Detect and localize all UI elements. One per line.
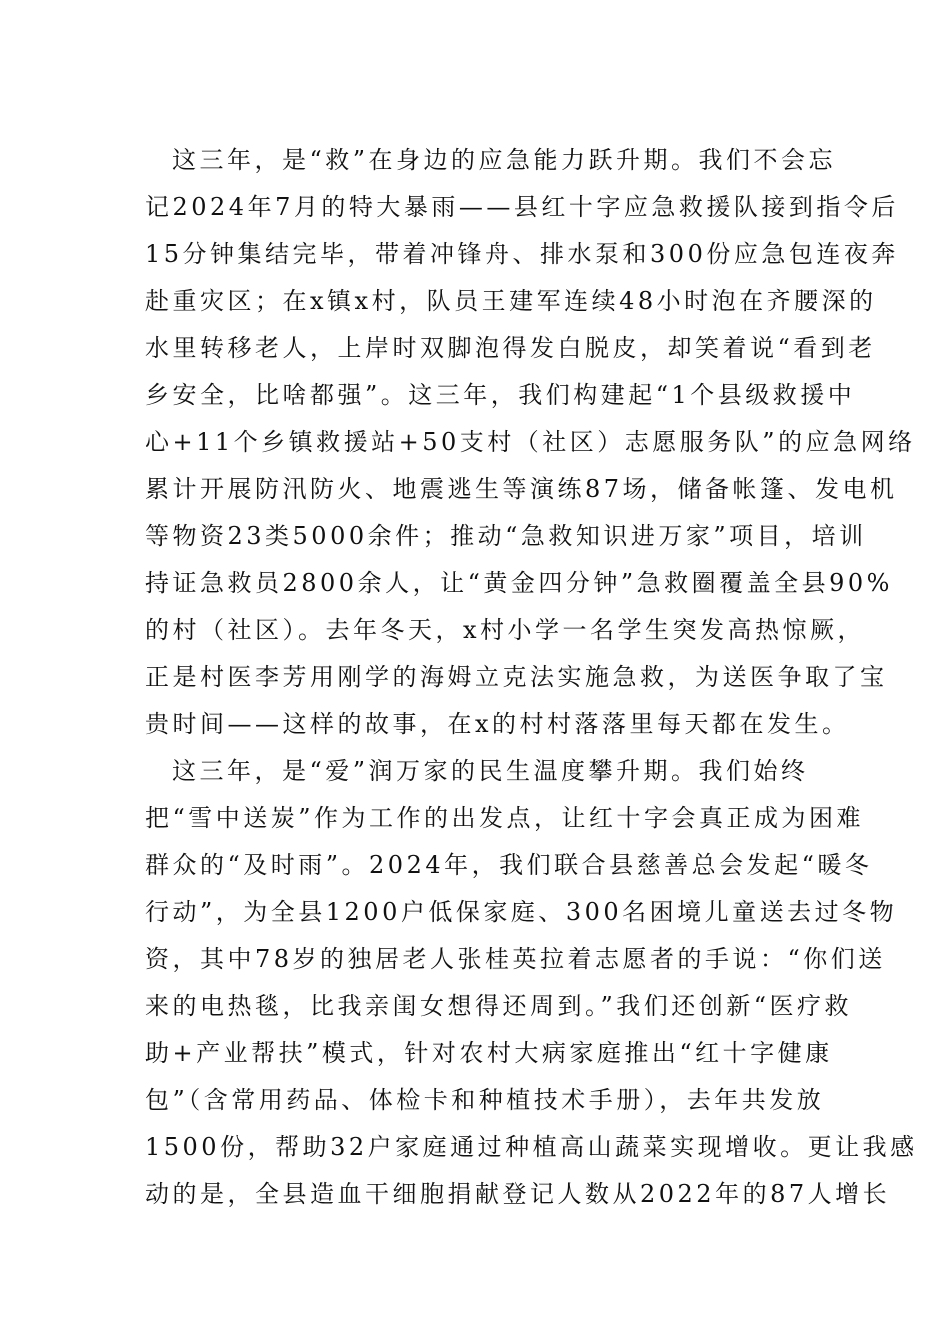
paragraph-1-line-6: 乡安全，比啥都强”。这三年，我们构建起“1个县级救援中: [145, 381, 856, 409]
paragraph-1-line-8: 累计开展防汛防火、地震逃生等演练87场，储备帐篷、发电机: [145, 475, 898, 503]
paragraph-2-line-9: 1500份，帮助32户家庭通过种植高山蔬菜实现增收。更让我感: [145, 1133, 918, 1161]
paragraph-1-line-4: 赴重灾区；在x镇x村，队员王建军连续48小时泡在齐腰深的: [145, 287, 877, 315]
paragraph-2-line-4: 行动”，为全县1200户低保家庭、300名困境儿童送去过冬物: [145, 898, 898, 926]
paragraph-1-line-5: 水里转移老人，上岸时双脚泡得发白脱皮，却笑着说“看到老: [145, 334, 876, 362]
paragraph-2-line-6: 来的电热毯，比我亲闺女想得还周到。”我们还创新“医疗救: [145, 992, 853, 1020]
paragraph-1-line-11: 的村（社区）。去年冬天，x村小学一名学生突发高热惊厥，: [145, 616, 866, 644]
paragraph-2-line-1: 这三年，是“爱”润万家的民生温度攀升期。我们始终: [172, 757, 809, 785]
paragraph-1-line-10: 持证急救员2800余人，让“黄金四分钟”急救圈覆盖全县90%: [145, 569, 893, 597]
paragraph-1-line-13: 贵时间——这样的故事，在x的村村落落里每天都在发生。: [145, 710, 850, 738]
paragraph-1-line-1: 这三年，是“救”在身边的应急能力跃升期。我们不会忘: [172, 146, 837, 174]
paragraph-1-line-3: 15分钟集结完毕，带着冲锋舟、排水泵和300份应急包连夜奔: [145, 240, 899, 268]
paragraph-2-line-10: 动的是，全县造血干细胞捐献登记人数从2022年的87人增长: [145, 1180, 891, 1208]
paragraph-2-line-2: 把“雪中送炭”作为工作的出发点，让红十字会真正成为困难: [145, 804, 865, 832]
paragraph-2-line-3: 群众的“及时雨”。2024年，我们联合县慈善总会发起“暖冬: [145, 851, 873, 879]
paragraph-2-line-8: 包”（含常用药品、体检卡和种植技术手册），去年共发放: [145, 1086, 825, 1114]
paragraph-1-line-12: 正是村医李芳用刚学的海姆立克法实施急救，为送医争取了宝: [145, 663, 888, 691]
paragraph-1-line-9: 等物资23类5000余件；推动“急救知识进万家”项目，培训: [145, 522, 867, 550]
paragraph-1-line-7: 心+11个乡镇救援站+50支村（社区）志愿服务队”的应急网络: [145, 428, 916, 456]
paragraph-1-line-2: 记2024年7月的特大暴雨——县红十字应急救援队接到指令后: [145, 193, 899, 221]
paragraph-2-line-5: 资，其中78岁的独居老人张桂英拉着志愿者的手说：“你们送: [145, 945, 886, 973]
paragraph-2-line-7: 助+产业帮扶”模式，针对农村大病家庭推出“红十字健康: [145, 1039, 833, 1067]
